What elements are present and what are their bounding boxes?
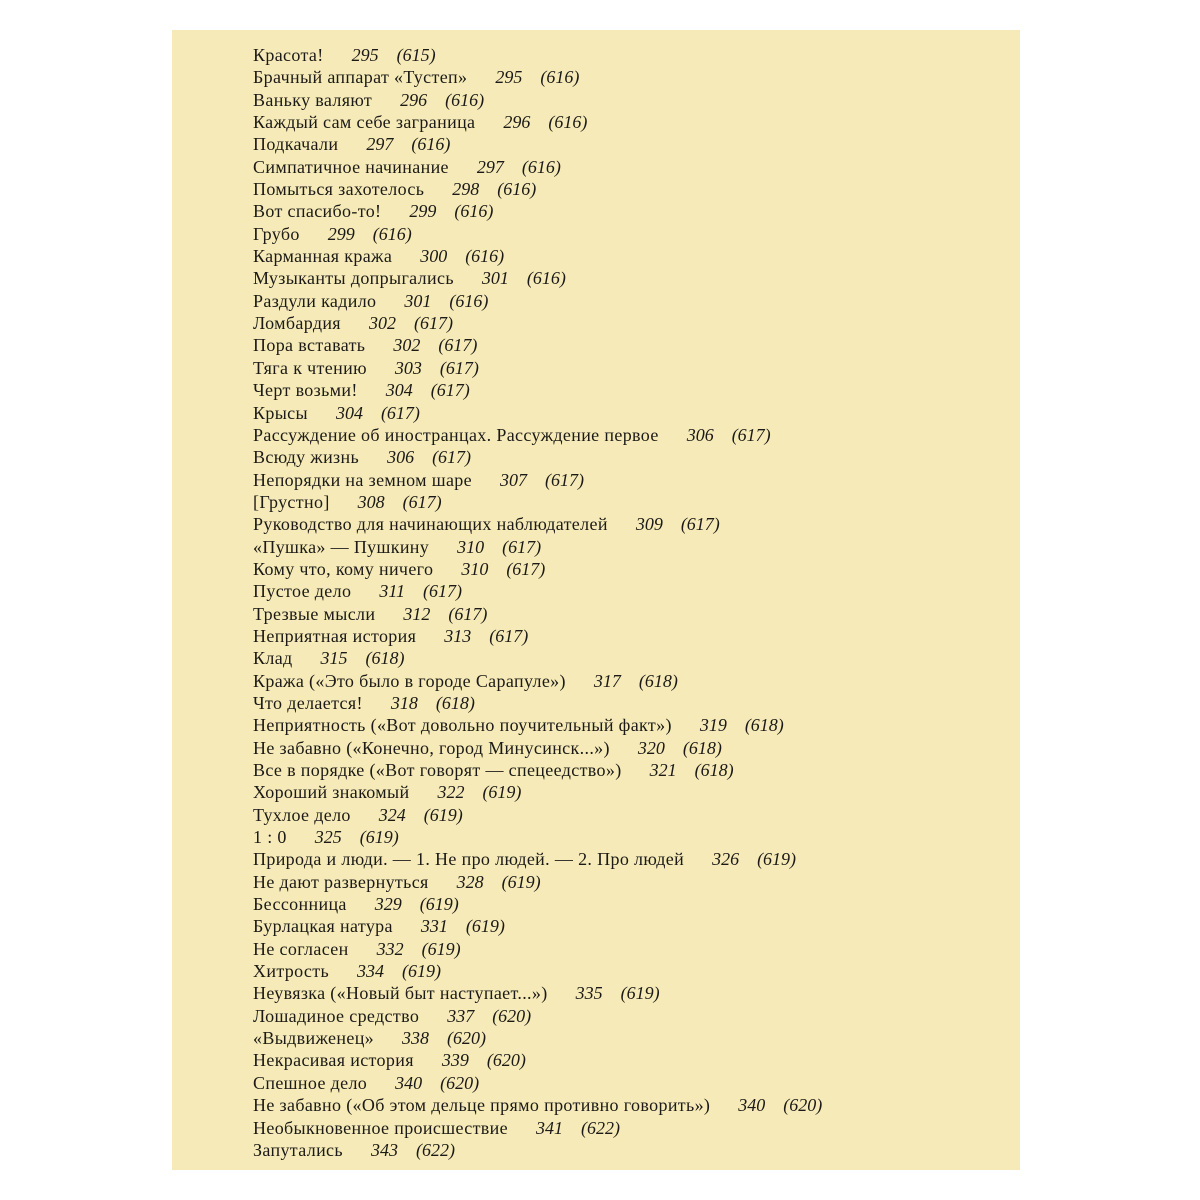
entry-notes-page: (617) — [432, 447, 472, 468]
toc-entry — [253, 647, 1013, 669]
toc-entry — [253, 915, 1013, 937]
toc-entry — [253, 469, 1013, 491]
entry-notes-page: (617) — [439, 357, 479, 378]
entry-title: Природа и люди. — 1. Не про людей. — 2. Про людей — [253, 849, 685, 870]
toc-entry — [253, 290, 1013, 312]
entry-title: Не забавно («Конечно, город Минусинск...») — [253, 737, 610, 758]
toc-entry — [253, 580, 1013, 602]
entry-notes-page: (618) — [638, 670, 678, 691]
entry-page-number: 329 — [374, 894, 402, 915]
entry-notes-page: (622) — [415, 1139, 455, 1160]
entry-page-number: 326 — [712, 849, 740, 870]
table-of-contents — [253, 44, 1013, 1161]
entry-notes-page: (619) — [419, 894, 459, 915]
entry-notes-page: (619) — [465, 916, 505, 937]
entry-page-number: 341 — [535, 1117, 563, 1138]
toc-entry — [253, 1049, 1013, 1071]
entry-notes-page: (619) — [421, 938, 461, 959]
entry-notes-page: (616) — [465, 246, 505, 267]
entry-page-number: 297 — [476, 156, 504, 177]
entry-title: Помыться захотелось — [253, 179, 425, 200]
entry-page-number: 337 — [447, 1005, 475, 1026]
toc-entry — [253, 848, 1013, 870]
toc-entry — [253, 781, 1013, 803]
toc-entry — [253, 178, 1013, 200]
entry-page-number: 325 — [314, 827, 342, 848]
toc-entry — [253, 267, 1013, 289]
toc-entry — [253, 826, 1013, 848]
entry-page-number: 301 — [481, 268, 509, 289]
entry-title: Неприятная история — [253, 625, 417, 646]
toc-entry — [253, 714, 1013, 736]
entry-notes-page: (619) — [423, 804, 463, 825]
entry-notes-page: (617) — [731, 424, 771, 445]
toc-entry — [253, 804, 1013, 826]
entry-notes-page: (616) — [372, 223, 412, 244]
entry-page-number: 295 — [351, 45, 379, 65]
entry-page-number: 321 — [649, 760, 677, 780]
entry-title: Бессонница — [253, 894, 347, 915]
entry-page-number: 332 — [376, 938, 404, 959]
entry-notes-page: (617) — [506, 558, 546, 579]
toc-entry — [253, 111, 1013, 133]
toc-entry — [253, 89, 1013, 111]
entry-page-number: 308 — [357, 491, 385, 512]
entry-notes-page: (620) — [440, 1072, 480, 1093]
entry-notes-page: (616) — [449, 290, 489, 311]
entry-page-number: 303 — [394, 357, 422, 378]
entry-title: Тяга к чтению — [253, 357, 367, 378]
entry-page-number: 310 — [457, 536, 485, 557]
entry-notes-page: (618) — [744, 715, 784, 736]
toc-entry — [253, 536, 1013, 558]
entry-title: Тухлое дело — [253, 804, 351, 825]
toc-entry — [253, 357, 1013, 379]
entry-notes-page: (622) — [580, 1117, 620, 1138]
entry-title: Не забавно («Об этом дельце прямо противно говорить») — [253, 1095, 711, 1116]
entry-notes-page: (620) — [492, 1005, 532, 1026]
entry-title: Пора вставать — [253, 335, 366, 356]
entry-title: Рассуждение об иностранцах. Рассуждение первое — [253, 424, 659, 445]
entry-notes-page: (617) — [402, 491, 442, 512]
toc-entry — [253, 759, 1013, 781]
entry-page-number: 300 — [420, 246, 448, 267]
entry-page-number: 306 — [686, 424, 714, 445]
toc-entry — [253, 737, 1013, 759]
entry-page-number: 318 — [390, 692, 418, 713]
entry-title: Не согласен — [253, 938, 349, 959]
entry-notes-page: (617) — [413, 313, 453, 334]
entry-notes-page: (620) — [447, 1028, 487, 1049]
toc-entry — [253, 156, 1013, 178]
entry-page-number: 339 — [441, 1050, 469, 1071]
entry-title: Кража («Это было в городе Сарапуле») — [253, 670, 566, 691]
entry-title: Брачный аппарат «Тустеп» — [253, 67, 468, 88]
entry-notes-page: (618) — [682, 737, 722, 758]
entry-notes-page: (618) — [365, 648, 405, 669]
entry-title: Хороший знакомый — [253, 782, 410, 803]
entry-page-number: 297 — [366, 134, 394, 155]
entry-page-number: 334 — [357, 961, 385, 982]
entry-page-number: 315 — [320, 648, 348, 669]
entry-notes-page: (618) — [435, 692, 475, 713]
entry-page-number: 317 — [593, 670, 621, 691]
entry-title: Кому что, кому ничего — [253, 558, 434, 579]
entry-title: Всюду жизнь — [253, 447, 360, 468]
entry-title: Бурлацкая натура — [253, 916, 393, 937]
entry-page-number: 299 — [409, 201, 437, 222]
entry-title: [Грустно] — [253, 491, 330, 512]
entry-page-number: 309 — [635, 514, 663, 535]
entry-title: Неприятность («Вот довольно поучительный факт») — [253, 715, 672, 736]
entry-notes-page: (616) — [526, 268, 566, 289]
toc-entry — [253, 603, 1013, 625]
entry-title: Трезвые мысли — [253, 603, 376, 624]
entry-notes-page: (615) — [396, 45, 436, 65]
entry-page-number: 302 — [368, 313, 396, 334]
entry-title: Необыкновенное происшествие — [253, 1117, 508, 1138]
entry-page-number: 340 — [738, 1095, 766, 1116]
entry-notes-page: (617) — [422, 581, 462, 602]
toc-entry — [253, 1139, 1013, 1161]
entry-title: «Выдвиженец» — [253, 1028, 375, 1049]
toc-entry — [253, 1027, 1013, 1049]
toc-entry — [253, 960, 1013, 982]
entry-notes-page: (619) — [620, 983, 660, 1004]
entry-notes-page: (617) — [430, 380, 470, 401]
toc-entry — [253, 558, 1013, 580]
entry-title: Раздули кадило — [253, 290, 377, 311]
entry-notes-page: (617) — [502, 536, 542, 557]
entry-notes-page: (617) — [489, 625, 529, 646]
toc-entry — [253, 66, 1013, 88]
entry-page-number: 304 — [335, 402, 363, 423]
entry-page-number: 296 — [503, 112, 531, 133]
toc-entry — [253, 670, 1013, 692]
toc-entry — [253, 513, 1013, 535]
entry-page-number: 322 — [437, 782, 465, 803]
entry-notes-page: (616) — [454, 201, 494, 222]
toc-entry — [253, 379, 1013, 401]
entry-page-number: 311 — [379, 581, 405, 602]
entry-title: Спешное дело — [253, 1072, 368, 1093]
entry-title: Каждый сам себе заграница — [253, 112, 476, 133]
entry-page-number: 304 — [385, 380, 413, 401]
entry-title: Крысы — [253, 402, 308, 423]
entry-title: Непорядки на земном шаре — [253, 469, 472, 490]
entry-page-number: 301 — [404, 290, 432, 311]
entry-title: Вот спасибо-то! — [253, 201, 382, 222]
toc-entry — [253, 223, 1013, 245]
entry-title: Подкачали — [253, 134, 339, 155]
entry-page-number: 306 — [387, 447, 415, 468]
entry-notes-page: (617) — [438, 335, 478, 356]
toc-entry — [253, 893, 1013, 915]
toc-entry — [253, 871, 1013, 893]
entry-page-number: 328 — [456, 871, 484, 892]
toc-entry — [253, 1094, 1013, 1116]
entry-title: Неувязка («Новый быт наступает...») — [253, 983, 548, 1004]
entry-notes-page: (618) — [694, 760, 734, 780]
entry-page-number: 312 — [403, 603, 431, 624]
entry-title: Что делается! — [253, 692, 363, 713]
entry-title: Ваньку валяют — [253, 89, 373, 110]
entry-title: Некрасивая история — [253, 1050, 414, 1071]
entry-title: Лошадиное средство — [253, 1005, 420, 1026]
entry-page-number: 324 — [378, 804, 406, 825]
entry-title: Руководство для начинающих наблюдателей — [253, 514, 608, 535]
toc-entry — [253, 334, 1013, 356]
entry-notes-page: (619) — [402, 961, 442, 982]
entry-notes-page: (616) — [445, 89, 485, 110]
entry-page-number: 320 — [637, 737, 665, 758]
entry-title: Музыканты допрыгались — [253, 268, 454, 289]
entry-page-number: 296 — [400, 89, 428, 110]
entry-page-number: 340 — [395, 1072, 423, 1093]
entry-title: Красота! — [253, 45, 324, 65]
entry-title: Карманная кража — [253, 246, 393, 267]
entry-notes-page: (620) — [486, 1050, 526, 1071]
entry-title: Запутались — [253, 1139, 343, 1160]
entry-page-number: 313 — [444, 625, 472, 646]
entry-title: Черт возьми! — [253, 380, 358, 401]
entry-notes-page: (619) — [482, 782, 522, 803]
entry-notes-page: (616) — [540, 67, 580, 88]
toc-entry — [253, 200, 1013, 222]
entry-page-number: 295 — [495, 67, 523, 88]
toc-entry — [253, 491, 1013, 513]
entry-title: Грубо — [253, 223, 300, 244]
toc-entry — [253, 312, 1013, 334]
entry-notes-page: (616) — [521, 156, 561, 177]
entry-notes-page: (616) — [548, 112, 588, 133]
entry-notes-page: (620) — [783, 1095, 823, 1116]
entry-title: «Пушка» — Пушкину — [253, 536, 430, 557]
toc-entry — [253, 44, 1013, 66]
entry-title: Симпатичное начинание — [253, 156, 449, 177]
entry-notes-page: (617) — [544, 469, 584, 490]
entry-title: Клад — [253, 648, 293, 669]
entry-page-number: 335 — [575, 983, 603, 1004]
toc-entry — [253, 446, 1013, 468]
entry-page-number: 310 — [461, 558, 489, 579]
entry-page-number: 302 — [393, 335, 421, 356]
entry-notes-page: (616) — [411, 134, 451, 155]
entry-title: Хитрость — [253, 961, 330, 982]
entry-title: Не дают развернуться — [253, 871, 429, 892]
toc-entry — [253, 625, 1013, 647]
entry-title: 1 : 0 — [253, 827, 287, 848]
entry-notes-page: (617) — [680, 514, 720, 535]
toc-entry — [253, 402, 1013, 424]
entry-notes-page: (617) — [448, 603, 488, 624]
toc-entry — [253, 1005, 1013, 1027]
toc-entry — [253, 1117, 1013, 1139]
toc-entry — [253, 938, 1013, 960]
entry-notes-page: (619) — [501, 871, 541, 892]
entry-notes-page: (619) — [359, 827, 399, 848]
toc-entry — [253, 982, 1013, 1004]
entry-notes-page: (616) — [497, 179, 537, 200]
entry-page-number: 299 — [327, 223, 355, 244]
entry-title: Пустое дело — [253, 581, 352, 602]
entry-page-number: 331 — [420, 916, 448, 937]
entry-page-number: 343 — [370, 1139, 398, 1160]
toc-entry — [253, 133, 1013, 155]
toc-entry — [253, 692, 1013, 714]
entry-title: Все в порядке («Вот говорят — спецеедство») — [253, 760, 622, 780]
entry-page-number: 338 — [402, 1028, 430, 1049]
toc-entry — [253, 245, 1013, 267]
entry-page-number: 319 — [699, 715, 727, 736]
toc-entry — [253, 424, 1013, 446]
entry-page-number: 307 — [499, 469, 527, 490]
entry-title: Ломбардия — [253, 313, 341, 334]
toc-entry — [253, 1072, 1013, 1094]
entry-notes-page: (617) — [380, 402, 420, 423]
entry-notes-page: (619) — [757, 849, 797, 870]
entry-page-number: 298 — [452, 179, 480, 200]
